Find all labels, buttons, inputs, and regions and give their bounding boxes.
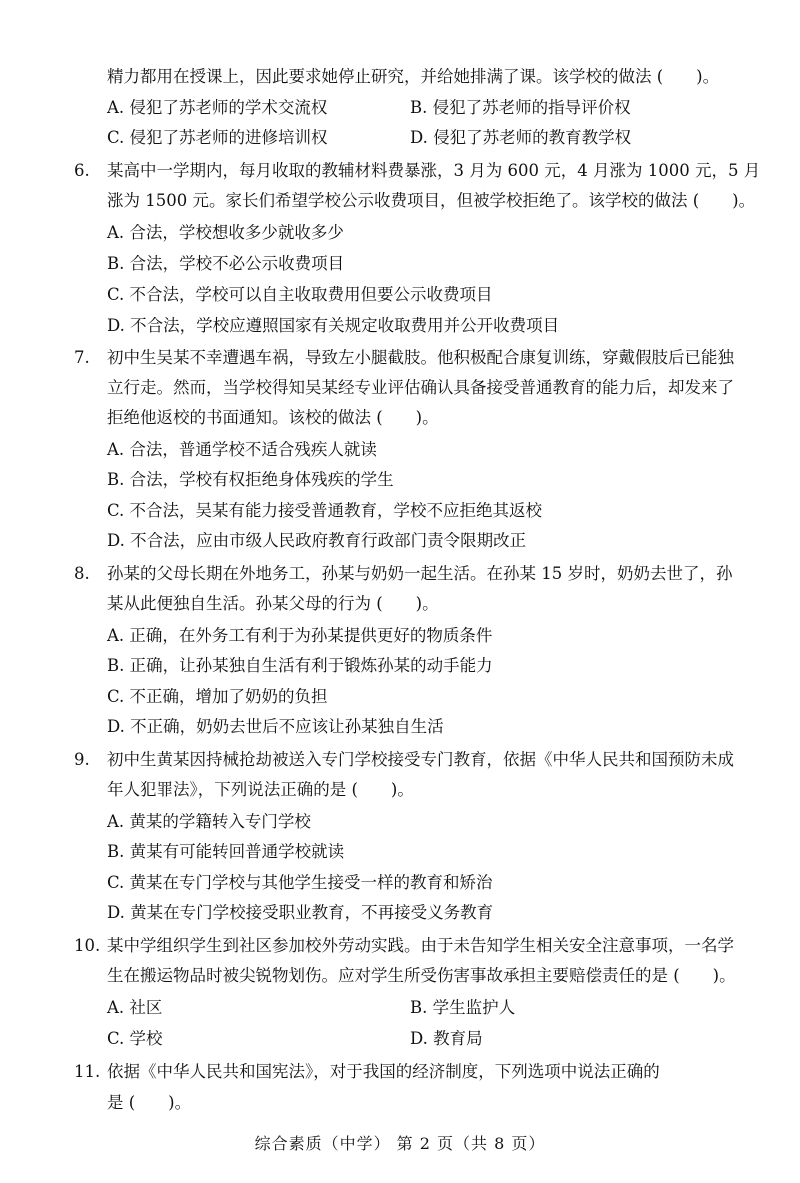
q6-stem-line-2: 涨为 1500 元。家长们希望学校公示收费项目，但被学校拒绝了。该学校的做法 ( )。 <box>107 191 756 210</box>
q9-option-d: D. 黄某在专门学校接受职业教育，不再接受义务教育 <box>107 903 494 922</box>
q9-option-a: A. 黄某的学籍转入专门学校 <box>107 812 311 831</box>
q8-stem-line-1: 孙某的父母长期在外地务工，孙某与奶奶一起生活。在孙某 15 岁时，奶奶去世了，孙 <box>107 564 733 583</box>
q9-stem-line-2: 年人犯罪法》，下列说法正确的是 ( )。 <box>107 780 414 799</box>
q7-option-c: C. 不合法，吴某有能力接受普通教育，学校不应拒绝其返校 <box>107 501 543 520</box>
q10-number: 10. <box>74 936 101 955</box>
q6-option-b: B. 合法，学校不必公示收费项目 <box>107 254 345 273</box>
q11-number: 11. <box>74 1062 101 1081</box>
q6-option-a: A. 合法，学校想收多少就收多少 <box>107 223 344 242</box>
q6-option-d: D. 不合法，学校应遵照国家有关规定收取费用并公开收费项目 <box>107 316 560 335</box>
q9-number: 9. <box>74 750 90 769</box>
q7-stem-line-1: 初中生吴某不幸遭遇车祸，导致左小腿截肢。他积极配合康复训练，穿戴假肢后已能独 <box>107 348 734 367</box>
q6-number: 6. <box>74 161 90 180</box>
q9-stem-line-1: 初中生黄某因持械抢劫被送入专门学校接受专门教育，依据《中华人民共和国预防未成 <box>107 750 734 769</box>
q11-stem-line-2: 是 ( )。 <box>107 1093 192 1112</box>
q7-stem-line-2: 立行走。然而，当学校得知吴某经专业评估确认具备接受普通教育的能力后，却发来了 <box>107 378 734 397</box>
q10-stem-line-1: 某中学组织学生到社区参加校外劳动实践。由于未告知学生相关安全注意事项，一名学 <box>107 936 734 955</box>
q5-option-d: D. 侵犯了苏老师的教育教学权 <box>410 128 632 147</box>
q6-option-c: C. 不合法，学校可以自主收取费用但要公示收费项目 <box>107 285 493 304</box>
q9-option-c: C. 黄某在专门学校与其他学生接受一样的教育和矫治 <box>107 873 493 892</box>
q9-option-b: B. 黄某有可能转回普通学校就读 <box>107 842 345 861</box>
q10-option-a: A. 社区 <box>107 998 163 1017</box>
q6-stem-line-1: 某高中一学期内，每月收取的教辅材料费暴涨，3 月为 600 元，4 月涨为 1000 元，5 月 <box>107 161 761 180</box>
q10-option-d: D. 教育局 <box>410 1029 483 1048</box>
q7-option-a: A. 合法，普通学校不适合残疾人就读 <box>107 440 377 459</box>
q5-option-a: A. 侵犯了苏老师的学术交流权 <box>107 98 328 117</box>
q7-option-d: D. 不合法，应由市级人民政府教育行政部门责令限期改正 <box>107 531 527 550</box>
q7-stem-line-3: 拒绝他返校的书面通知。该校的做法 ( )。 <box>107 408 439 427</box>
q5-option-c: C. 侵犯了苏老师的进修培训权 <box>107 128 328 147</box>
q10-stem-line-2: 生在搬运物品时被尖锐物划伤。应对学生所受伤害事故承担主要赔偿责任的是 ( )。 <box>107 966 736 985</box>
q8-option-a: A. 正确，在外务工有利于为孙某提供更好的物质条件 <box>107 626 493 645</box>
q10-option-c: C. 学校 <box>107 1029 163 1048</box>
q11-stem-line-1: 依据《中华人民共和国宪法》，对于我国的经济制度，下列选项中说法正确的 <box>107 1062 660 1081</box>
q8-option-c: C. 不正确，增加了奶奶的负担 <box>107 687 328 706</box>
page-footer: 综合素质（中学） 第 2 页（共 8 页） <box>254 1134 546 1153</box>
q5-stem-tail: 精力都用在授课上，因此要求她停止研究，并给她排满了课。该学校的做法 ( )。 <box>107 67 720 86</box>
q8-number: 8. <box>74 564 90 583</box>
q8-option-d: D. 不正确，奶奶去世后不应该让孙某独自生活 <box>107 717 444 736</box>
q5-option-b: B. 侵犯了苏老师的指导评价权 <box>410 98 631 117</box>
q10-option-b: B. 学生监护人 <box>410 998 516 1017</box>
q7-option-b: B. 合法，学校有权拒绝身体残疾的学生 <box>107 470 394 489</box>
q7-number: 7. <box>74 348 90 367</box>
q8-option-b: B. 正确，让孙某独自生活有利于锻炼孙某的动手能力 <box>107 656 493 675</box>
q8-stem-line-2: 某从此便独自生活。孙某父母的行为 ( )。 <box>107 594 439 613</box>
